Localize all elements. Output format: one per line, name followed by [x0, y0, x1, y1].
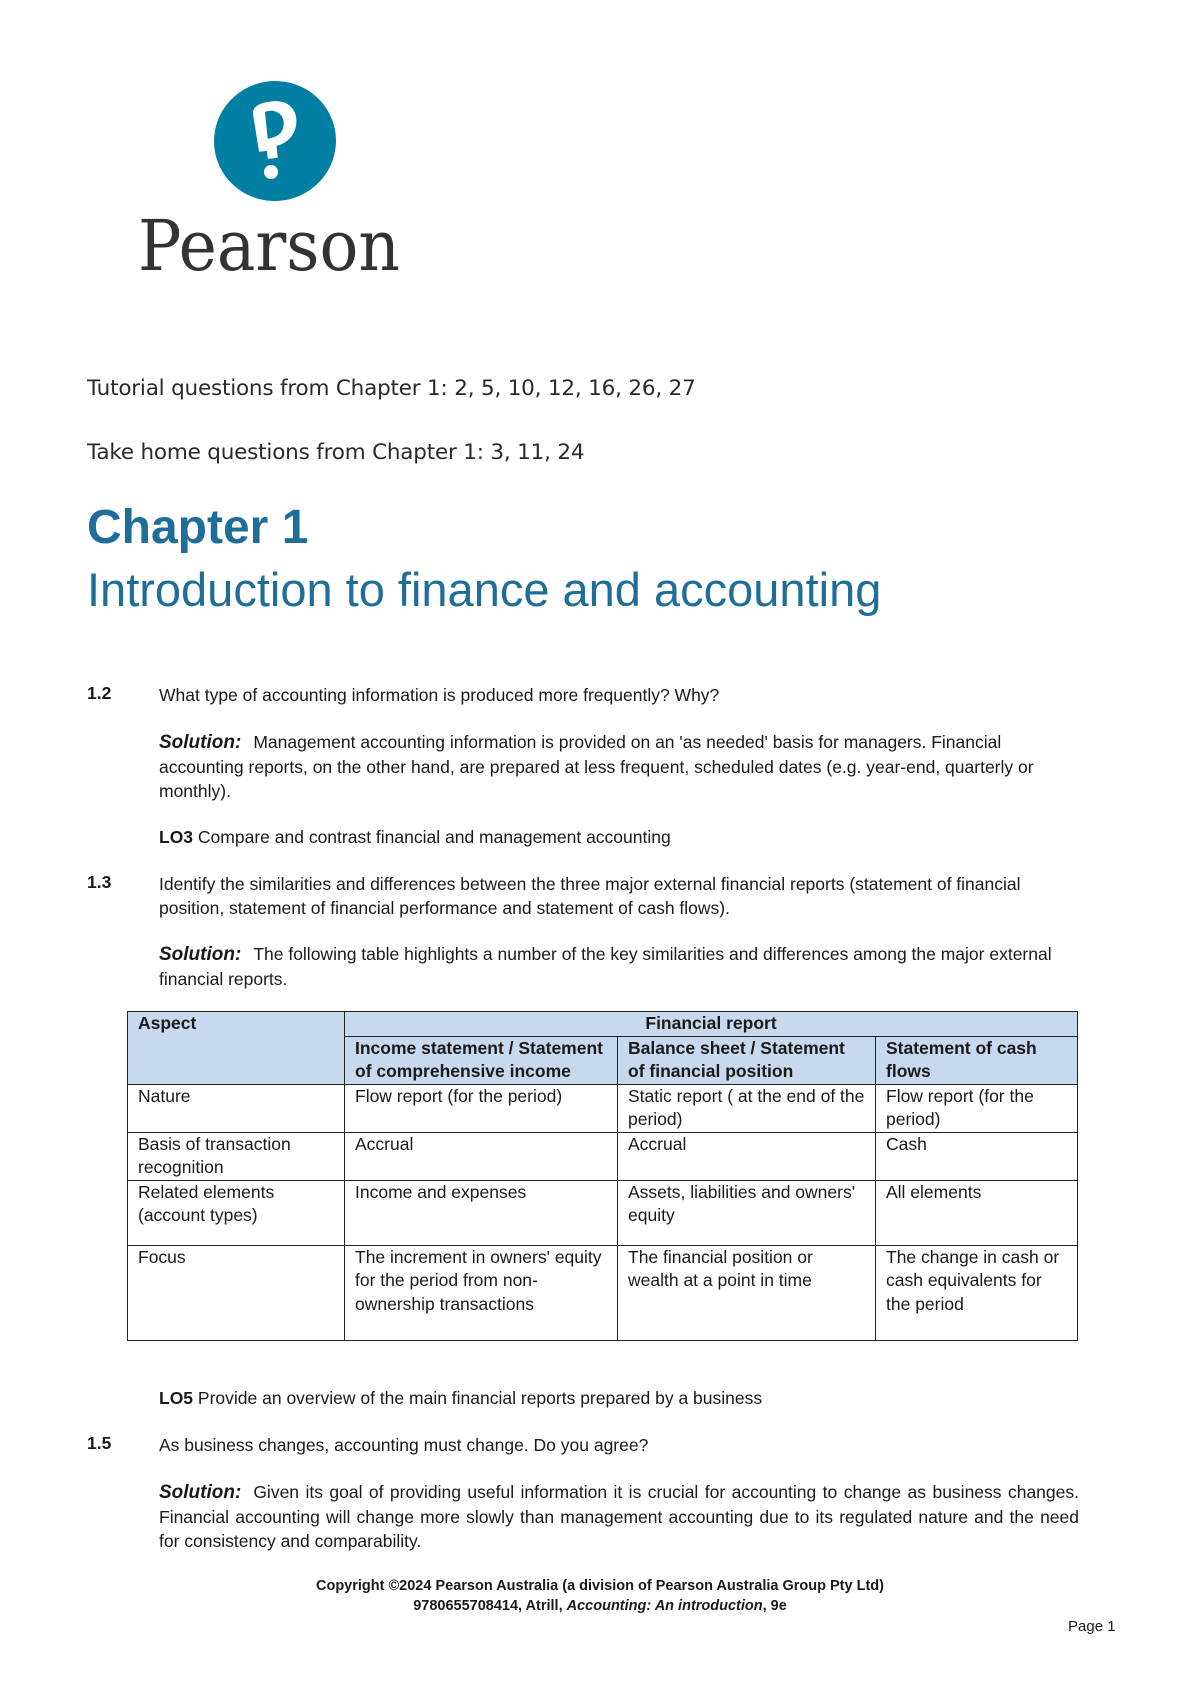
solution-text: The following table highlights a number of the key similarities and differences among the major external financial reports. [159, 944, 1052, 989]
table-cell: All elements [876, 1180, 1078, 1245]
table-cell-aspect: Basis of transaction recognition [128, 1132, 345, 1180]
table-cell: Income and expenses [345, 1180, 618, 1245]
solution-block [159, 730, 1079, 803]
pearson-p-icon [212, 78, 338, 204]
copyright-line: Copyright ©2024 Pearson Australia (a division of Pearson Australia Group Pty Ltd) [316, 1578, 884, 1594]
solution-text: Given its goal of providing useful information it is crucial for accounting to change as business changes. Financial accounting will change more slowly than management accounting due to its regulated nature and the need for consistency and comparability. [159, 1482, 1079, 1551]
table-row [128, 1084, 1078, 1132]
question-number: 1.2 [87, 683, 112, 703]
table-header-aspect: Aspect [128, 1012, 345, 1085]
table-cell-aspect: Focus [128, 1245, 345, 1340]
solution-label: Solution: [159, 1482, 242, 1503]
solution-label: Solution: [159, 732, 242, 753]
table-cell: The financial position or wealth at a point in time [618, 1245, 876, 1340]
table-cell: Accrual [618, 1132, 876, 1180]
table-header-group: Financial report [345, 1012, 1078, 1037]
isbn-author: 9780655708414, Atrill, [413, 1598, 567, 1614]
pearson-wordmark [136, 196, 406, 286]
solution-label: Solution: [159, 944, 242, 965]
pearson-logo [136, 78, 406, 286]
table-cell: Cash [876, 1132, 1078, 1180]
tutorial-questions-line: Tutorial questions from Chapter 1: 2, 5, 10, 12, 16, 26, 27 [87, 376, 696, 401]
table-cell: The change in cash or cash equivalents for the period [876, 1245, 1078, 1340]
question-text: As business changes, accounting must change. Do you agree? [159, 1435, 649, 1455]
question-text: What type of accounting information is produced more frequently? Why? [159, 685, 720, 705]
table-cell: Assets, liabilities and owners' equity [618, 1180, 876, 1245]
lo-text: Compare and contrast financial and management accounting [197, 827, 671, 847]
book-title: Accounting: An introduction [566, 1598, 763, 1614]
lo-code: LO5 [159, 1388, 194, 1408]
question-number: 1.5 [87, 1433, 112, 1453]
financial-reports-table [127, 1011, 1078, 1341]
table-cell: The increment in owners' equity for the period from non-ownership transactions [345, 1245, 618, 1340]
table-header-income-statement: Income statement / Statement of comprehensive income [345, 1036, 618, 1084]
table-row [128, 1180, 1078, 1245]
solution-block [159, 942, 1079, 991]
table-cell: Static report ( at the end of the period) [618, 1084, 876, 1132]
table-cell-aspect: Nature [128, 1084, 345, 1132]
lo-code: LO3 [159, 827, 194, 847]
learning-objective [159, 1386, 1079, 1410]
solution-text: Management accounting information is provided on an 'as needed' basis for managers. Financial accounting reports, on the other hand, are prepared at less frequent, scheduled dates (e.g. year-end, quarterly or monthly). [159, 732, 1034, 801]
question-text: Identify the similarities and differences between the three major external financial reports (statement of financial position, statement of financial performance and statement of cash flows). [159, 874, 1021, 918]
edition: , 9e [762, 1598, 787, 1614]
table-cell: Flow report (for the period) [876, 1084, 1078, 1132]
chapter-number: Chapter 1 [87, 501, 309, 554]
table-cell-aspect: Related elements (account types) [128, 1180, 345, 1245]
question-number: 1.3 [87, 872, 112, 892]
svg-text:Pearson: Pearson [138, 205, 400, 286]
table-header-balance-sheet: Balance sheet / Statement of financial position [618, 1036, 876, 1084]
chapter-title: Introduction to finance and accounting [87, 563, 882, 616]
table-header-cash-flows: Statement of cash flows [876, 1036, 1078, 1084]
table-cell: Flow report (for the period) [345, 1084, 618, 1132]
learning-objective [159, 825, 1079, 849]
page-number: Page 1 [1068, 1618, 1116, 1635]
table-row [128, 1245, 1078, 1340]
solution-block [159, 1480, 1079, 1553]
lo-text: Provide an overview of the main financial reports prepared by a business [197, 1388, 763, 1408]
isbn-line [0, 1598, 1200, 1614]
table-row [128, 1132, 1078, 1180]
take-home-questions-line: Take home questions from Chapter 1: 3, 11, 24 [87, 440, 585, 465]
table-cell: Accrual [345, 1132, 618, 1180]
